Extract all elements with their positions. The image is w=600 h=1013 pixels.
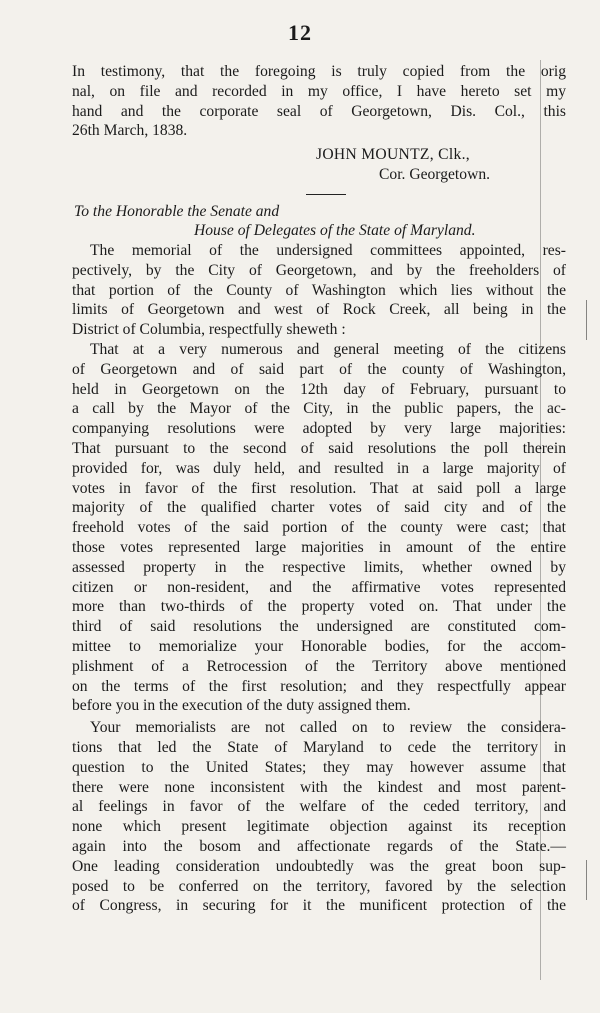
signer-title: Cor. Georgetown.	[379, 166, 491, 183]
text-line: that portion of the County of Washington which lies without the	[72, 281, 566, 299]
text-line: provided for, was duly held, and resulted in a large majority of	[72, 459, 566, 477]
text-line: hand and the corporate seal of Georgetown, Dis. Col., this	[72, 102, 566, 120]
text-line: That pursuant to the second of said resolutions the poll therein	[72, 439, 566, 457]
page-number: 12	[288, 20, 312, 45]
margin-mark	[586, 300, 587, 340]
text-line: tions that led the State of Maryland to cede the territory in	[72, 738, 566, 756]
text-line: In testimony, that the foregoing is truly copied from the orig	[72, 63, 566, 80]
text-line: freehold votes of the said portion of the county were cast; that	[72, 519, 566, 537]
text-line: citizen or non-resident, and the affirmative votes represented	[72, 578, 566, 596]
text-line: limits of Georgetown and west of Rock Creek, all being in the	[72, 301, 566, 319]
text-line: held in Georgetown on the 12th day of February, pursuant to	[72, 380, 566, 398]
text-line: of Congress, in securing for it the munificent protection of the	[72, 897, 566, 915]
address-line-1: To the Honorable the Senate and	[74, 203, 280, 220]
text-line: there were none inconsistent with the kindest and most parent-	[72, 778, 566, 796]
text-line: question to the United States; they may however assume that	[72, 758, 566, 776]
address-line-2: House of Delegates of the State of Maryland.	[194, 222, 476, 239]
text-line: The memorial of the undersigned committees appointed, res-	[90, 242, 566, 259]
signer-name: JOHN MOUNTZ, Clk.,	[316, 146, 470, 163]
text-line: One leading consideration undoubtedly was the great boon sup-	[72, 857, 566, 875]
text-line: Your memorialists are not called on to review the considera-	[90, 719, 566, 737]
text-line: votes in favor of the first resolution. That at said poll a large	[72, 479, 566, 497]
text-line: again into the bosom and affectionate regards of the State.—	[72, 837, 566, 855]
text-line: of Georgetown and of said part of the county of Washington,	[72, 360, 566, 378]
certificate-text	[72, 62, 566, 141]
text-line: on the terms of the first resolution; and they respectfully appear	[72, 677, 566, 695]
text-line: assessed property in the respective limits, whether owned by	[72, 558, 566, 576]
text-line: 26th March, 1838.	[72, 122, 188, 140]
text-line: nal, on file and recorded in my office, I have hereto set my	[72, 82, 566, 100]
text-line: before you in the execution of the duty assigned them.	[72, 697, 411, 715]
text-line: majority of the qualified charter votes of said city and of the	[72, 499, 566, 517]
margin-mark	[586, 860, 587, 900]
text-line: companying resolutions were adopted by very large majorities:	[72, 420, 566, 438]
text-line: plishment of a Retrocession of the Territory above mentioned	[72, 657, 566, 675]
text-line: posed to be conferred on the territory, favored by the selection	[72, 877, 566, 895]
memorial-body	[72, 241, 566, 916]
text-line: District of Columbia, respectfully sheweth :	[72, 321, 346, 339]
text-line: none which present legitimate objection against its reception	[72, 818, 566, 836]
text-line: third of said resolutions the undersigned are constituted com-	[72, 618, 566, 636]
text-line: those votes represented large majorities in amount of the entire	[72, 538, 566, 556]
text-line: a call by the Mayor of the City, in the public papers, the ac-	[72, 400, 566, 418]
text-line: al feelings in favor of the welfare of the ceded territory, and	[72, 798, 566, 816]
text-line: pectively, by the City of Georgetown, and by the freeholders of	[72, 261, 566, 279]
text-line: more than two-thirds of the property voted on. That under the	[72, 598, 566, 616]
text-line: That at a very numerous and general meeting of the citizens	[90, 340, 566, 358]
text-line: mittee to memorialize your Honorable bodies, for the accom-	[72, 637, 566, 655]
section-divider	[306, 194, 346, 195]
